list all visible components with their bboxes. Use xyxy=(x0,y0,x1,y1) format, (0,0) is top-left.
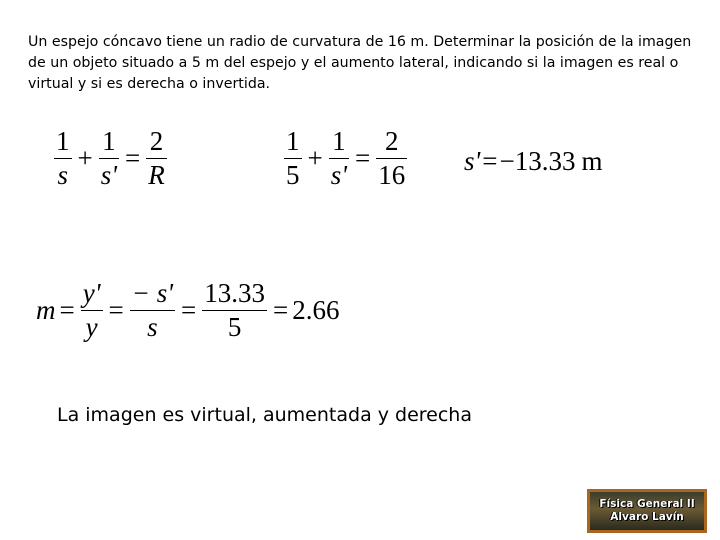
course-logo xyxy=(587,489,707,533)
numerator: 2 xyxy=(149,126,164,156)
conclusion-text: La imagen es virtual, aumentada y derecha xyxy=(57,404,472,426)
equals-sign: = xyxy=(108,295,124,326)
mirror-equation-substituted xyxy=(282,128,409,189)
fraction-1-over-s-prime xyxy=(99,128,119,189)
numerator: 2 xyxy=(385,126,399,156)
denominator: s xyxy=(57,160,68,191)
denominator: 5 xyxy=(286,160,300,191)
denominator: R xyxy=(148,160,165,191)
magnification-value: 2.66 xyxy=(292,295,340,326)
equals-sign: = xyxy=(181,295,197,326)
fraction-1-over-5 xyxy=(284,128,302,189)
fraction-13-33-over-5 xyxy=(202,280,267,341)
image-position-result xyxy=(464,146,603,177)
denominator: s xyxy=(147,312,158,343)
image-position-value: −13.33 xyxy=(499,146,576,176)
numerator: 1 xyxy=(286,126,300,156)
numerator: 13.33 xyxy=(204,278,265,308)
fraction-1-over-s-prime xyxy=(329,128,349,189)
equals-sign: = xyxy=(355,143,371,174)
denominator: s' xyxy=(330,160,348,191)
equals-sign: = xyxy=(482,146,498,176)
plus-sign: + xyxy=(77,143,93,174)
equals-sign: = xyxy=(272,295,289,326)
fraction-2-over-16 xyxy=(376,128,407,189)
fraction-2-over-r xyxy=(146,128,167,189)
fraction-y-prime-over-y xyxy=(81,280,103,341)
numerator: 1 xyxy=(102,126,116,156)
unit-label: m xyxy=(581,146,603,176)
magnification-equation xyxy=(36,280,339,341)
magnification-symbol: m xyxy=(36,295,56,326)
problem-statement: Un espejo cóncavo tiene un radio de curvatura de 16 m. Determinar la posición de la imagen de un objeto situado a 5 m del espejo y el aumento lateral, indicando si la imagen es real o virtual y si es derecha o invertida. xyxy=(28,34,692,92)
numerator: − s' xyxy=(131,278,173,308)
denominator: s' xyxy=(100,160,118,191)
denominator: y xyxy=(85,312,98,343)
equals-sign: = xyxy=(59,295,75,326)
logo-line-1: Física General II xyxy=(599,498,695,510)
denominator: 16 xyxy=(378,160,406,191)
plus-sign: + xyxy=(307,143,323,174)
numerator: y' xyxy=(82,278,101,308)
s-prime-symbol: s' xyxy=(464,146,481,176)
mirror-equation-general xyxy=(52,128,169,189)
equals-sign: = xyxy=(125,143,141,174)
numerator: 1 xyxy=(332,126,346,156)
fraction-1-over-s xyxy=(54,128,72,189)
denominator: 5 xyxy=(227,312,242,343)
numerator: 1 xyxy=(56,126,70,156)
fraction-minus-s-prime-over-s xyxy=(130,280,175,341)
logo-line-2: Alvaro Lavín xyxy=(610,511,684,523)
